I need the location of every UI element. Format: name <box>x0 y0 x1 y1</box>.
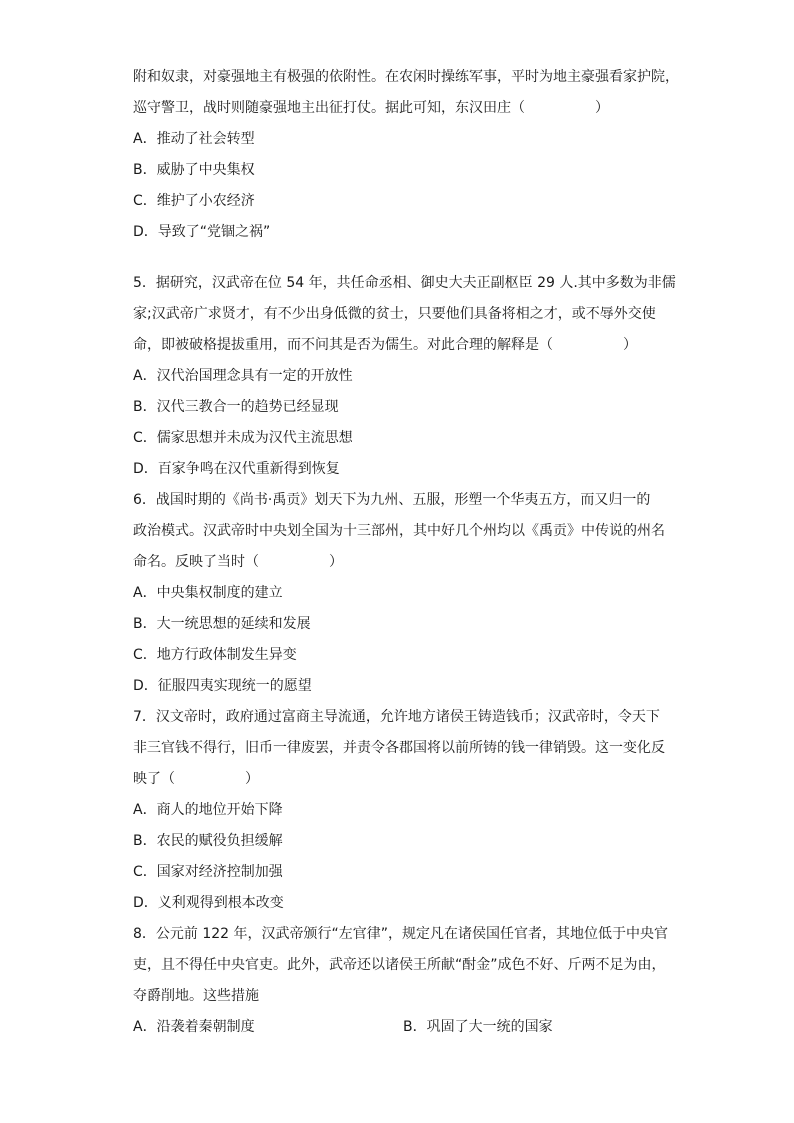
stem-line: 非三官钱不得行，旧币一律废罢，并责令各郡国将以前所铸的钱一律销毁。这一变化反 <box>133 740 665 756</box>
question-5-option-d: D．百家争鸣在汉代重新得到恢复 <box>133 461 340 477</box>
stem-line: 家;汉武帝广求贤才，有不少出身低微的贫士，只要他们具备将相之才，或不辱外交使 <box>133 306 656 322</box>
stem-line: 7．汉文帝时，政府通过富商主导流通，允许地方诸侯王铸造钱币；汉武帝时，令天下 <box>133 709 660 725</box>
stem-line: 附和奴隶，对豪强地主有极强的依附性。在农闲时操练军事，平时为地主豪强看家护院， <box>133 69 679 85</box>
question-7-stem <box>133 702 673 795</box>
stem-line: 巡守警卫，战时则随豪强地主出征打仗。据此可知，东汉田庄（ ） <box>133 100 609 116</box>
question-8-option-a: A．沿袭着秦朝制度 <box>133 1019 255 1035</box>
stem-line: 吏，且不得任中央官吏。此外，武帝还以诸侯王所献“酎金”成色不好、斤两不足为由， <box>133 957 666 973</box>
question-7-option-a: A．商人的地位开始下降 <box>133 802 283 818</box>
question-4-option-a: A．推动了社会转型 <box>133 131 255 147</box>
stem-line: 6．战国时期的《尚书·禹贡》划天下为九州、五服，形塑一个华夷五方，而又归一的 <box>133 492 651 508</box>
question-6-option-c: C．地方行政体制发生异变 <box>133 647 297 663</box>
question-4-option-d: D．导致了“党锢之祸” <box>133 224 271 240</box>
stem-line: 政治模式。汉武帝时中央划全国为十三部州，其中好几个州均以《禹贡》中传说的州名 <box>133 523 665 539</box>
question-6-stem <box>133 485 673 578</box>
question-5-option-a: A．汉代治国理念具有一定的开放性 <box>133 368 353 384</box>
question-5-option-b: B．汉代三教合一的趋势已经显现 <box>133 399 339 415</box>
stem-line: 映了（ ） <box>133 771 259 787</box>
exam-page <box>133 62 679 1043</box>
question-7-option-d: D．义利观得到根本改变 <box>133 895 284 911</box>
question-5 <box>133 268 676 485</box>
question-6-option-b: B．大一统思想的延续和发展 <box>133 616 311 632</box>
stem-line: 8．公元前 122 年，汉武帝颁行“左官律”，规定凡在诸侯国任官者，其地位低于中央官 <box>133 926 669 942</box>
question-8-option-b: B．巩固了大一统的国家 <box>403 1019 553 1035</box>
question-5-stem <box>133 268 676 361</box>
question-4-stem <box>133 62 679 124</box>
question-8-options-row <box>133 1012 673 1043</box>
question-6-option-d: D．征服四夷实现统一的愿望 <box>133 678 312 694</box>
question-7 <box>133 702 673 919</box>
stem-line: 命，即被破格提拔重用，而不问其是否为儒生。对此合理的解释是（ ） <box>133 337 637 353</box>
question-6 <box>133 485 673 702</box>
question-7-option-c: C．国家对经济控制加强 <box>133 864 283 880</box>
stem-line: 夺爵削地。这些措施 <box>133 988 259 1004</box>
question-8-stem <box>133 919 673 1012</box>
stem-line: 5．据研究，汉武帝在位 54 年，共任命丞相、御史大夫正副枢臣 29 人.其中多数为非儒 <box>133 275 676 291</box>
question-4 <box>133 62 679 248</box>
question-8 <box>133 919 673 1043</box>
question-4-option-c: C．维护了小农经济 <box>133 193 255 209</box>
question-7-option-b: B．农民的赋役负担缓解 <box>133 833 283 849</box>
question-6-option-a: A．中央集权制度的建立 <box>133 585 283 601</box>
question-5-option-c: C．儒家思想并未成为汉代主流思想 <box>133 430 353 446</box>
stem-line: 命名。反映了当时（ ） <box>133 554 343 570</box>
question-4-option-b: B．威胁了中央集权 <box>133 162 255 178</box>
spacer <box>133 248 673 268</box>
